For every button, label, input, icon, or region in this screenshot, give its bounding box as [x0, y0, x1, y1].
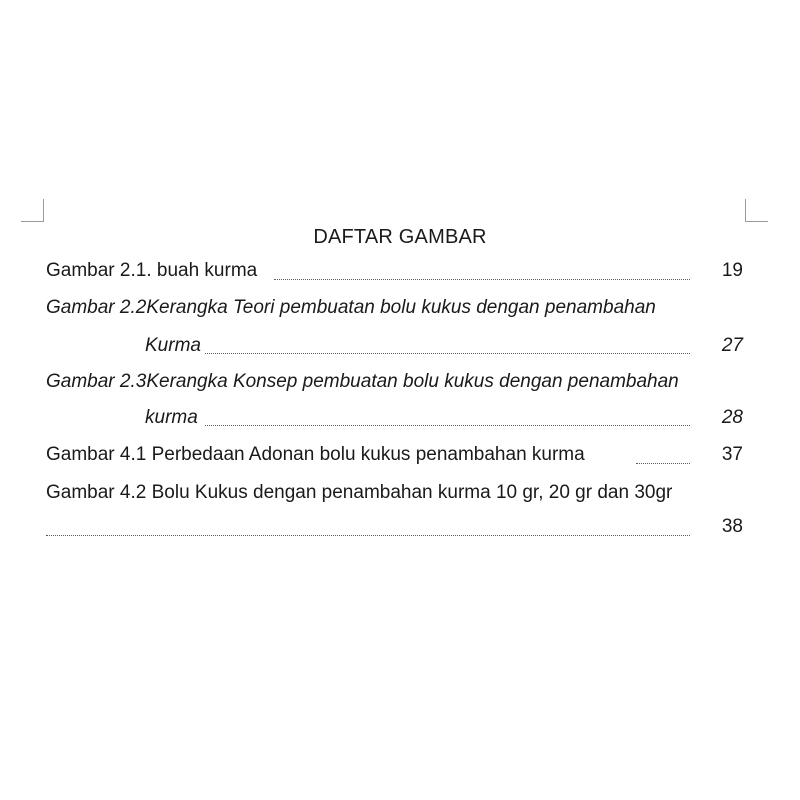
figure-entry-4-2: Gambar 4.2 Bolu Kukus dengan penambahan kurma 10 gr, 20 gr dan 30gr [46, 482, 673, 503]
figure-entry-2-2-line2: Kurma [145, 335, 201, 356]
figure-entry-4-1: Gambar 4.1 Perbedaan Adonan bolu kukus penambahan kurma [46, 444, 585, 465]
crop-mark-top-left [21, 199, 44, 222]
dot-leader [205, 353, 690, 354]
page-number: 37 [721, 444, 743, 465]
dot-leader [46, 535, 690, 536]
dot-leader [274, 279, 690, 280]
page-number: 27 [721, 335, 743, 356]
figure-entry-2-1: Gambar 2.1. buah kurma [46, 260, 258, 281]
dot-leader [205, 425, 690, 426]
page-number: 19 [721, 260, 743, 281]
page-title: DAFTAR GAMBAR [313, 226, 487, 248]
crop-mark-top-right [745, 199, 768, 222]
page-number: 28 [721, 407, 743, 428]
figure-entry-2-3-line1: Gambar 2.3Kerangka Konsep pembuatan bolu kukus dengan penambahan [46, 371, 679, 392]
page-number: 38 [721, 516, 743, 537]
figure-entry-2-2-line1: Gambar 2.2Kerangka Teori pembuatan bolu kukus dengan penambahan [46, 297, 656, 318]
figure-entry-2-3-line2: kurma [145, 407, 198, 428]
dot-leader [636, 463, 690, 464]
